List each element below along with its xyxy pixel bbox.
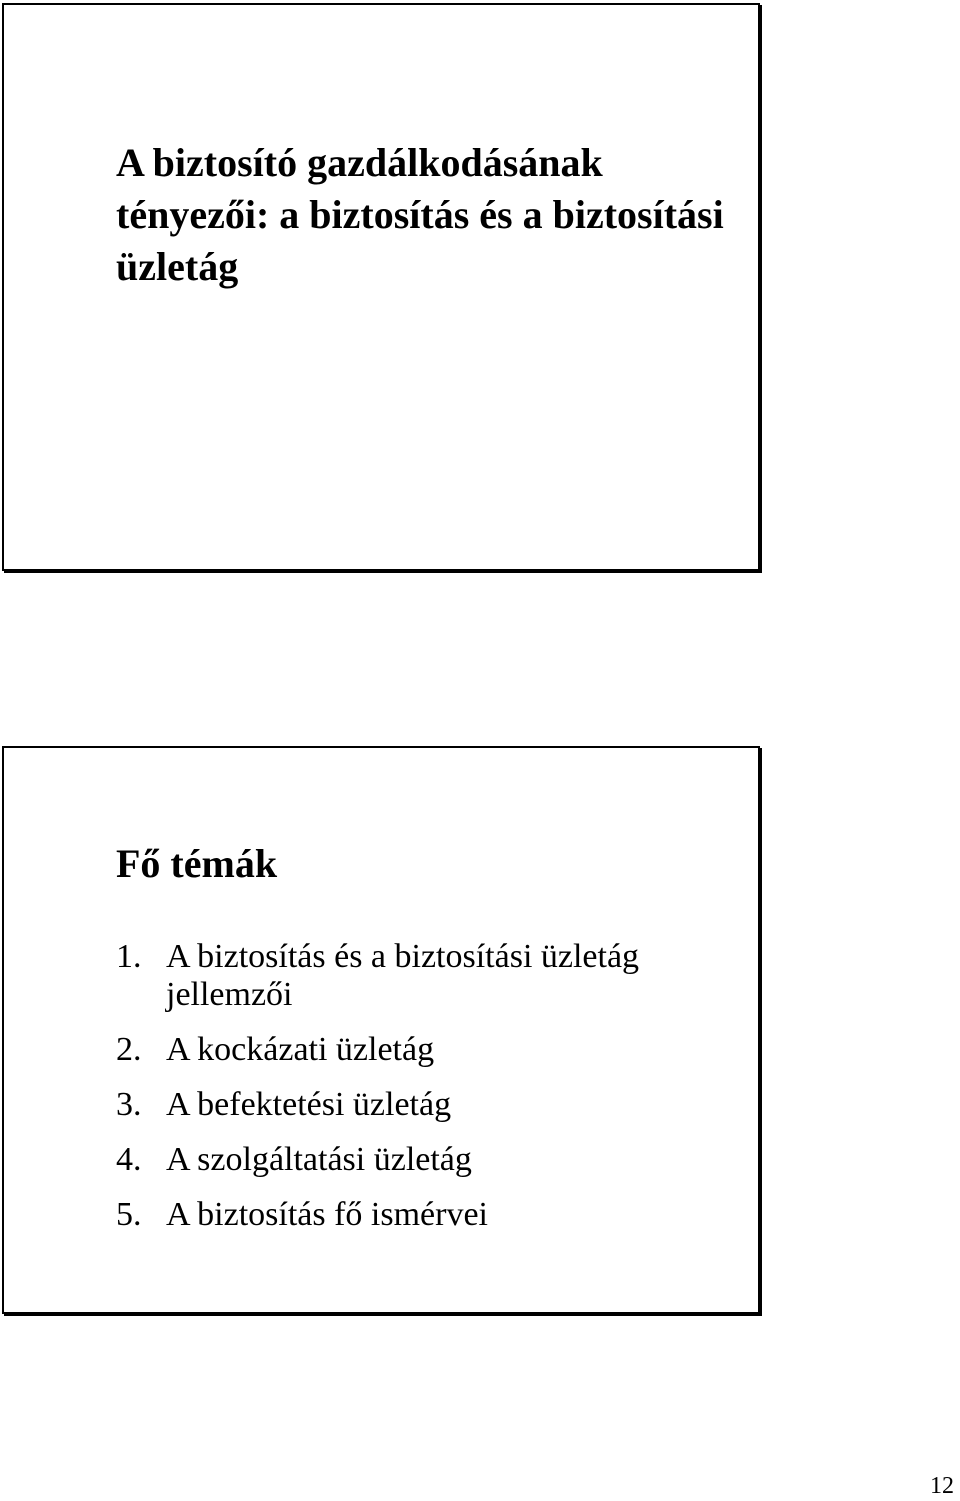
topic-item	[116, 1086, 716, 1124]
topic-number: 1.	[116, 938, 142, 975]
topic-item	[116, 1031, 716, 1069]
topic-text: A biztosítás és a biztosítási üzletág jellemzői	[166, 938, 640, 1013]
topic-text: A biztosítás fő ismérvei	[166, 1196, 489, 1233]
topic-text: A kockázati üzletág	[166, 1031, 435, 1068]
topic-number: 2.	[116, 1031, 142, 1068]
topic-item	[116, 1141, 716, 1179]
page-number: 12	[930, 1473, 954, 1499]
topic-text: A befektetési üzletág	[166, 1086, 452, 1123]
topic-list	[116, 938, 716, 1251]
topic-item	[116, 1196, 716, 1234]
slide-title: A biztosító gazdálkodásának tényezői: a biztosítás és a biztosítási üzletág	[116, 140, 724, 289]
slide-title-page	[2, 3, 760, 571]
topic-item	[116, 938, 716, 1014]
topic-number: 5.	[116, 1196, 142, 1233]
slide-main-topics	[2, 746, 760, 1314]
section-heading: Fő témák	[116, 841, 278, 886]
topic-number: 4.	[116, 1141, 142, 1178]
topic-text: A szolgáltatási üzletág	[166, 1141, 472, 1178]
topic-number: 3.	[116, 1086, 142, 1123]
